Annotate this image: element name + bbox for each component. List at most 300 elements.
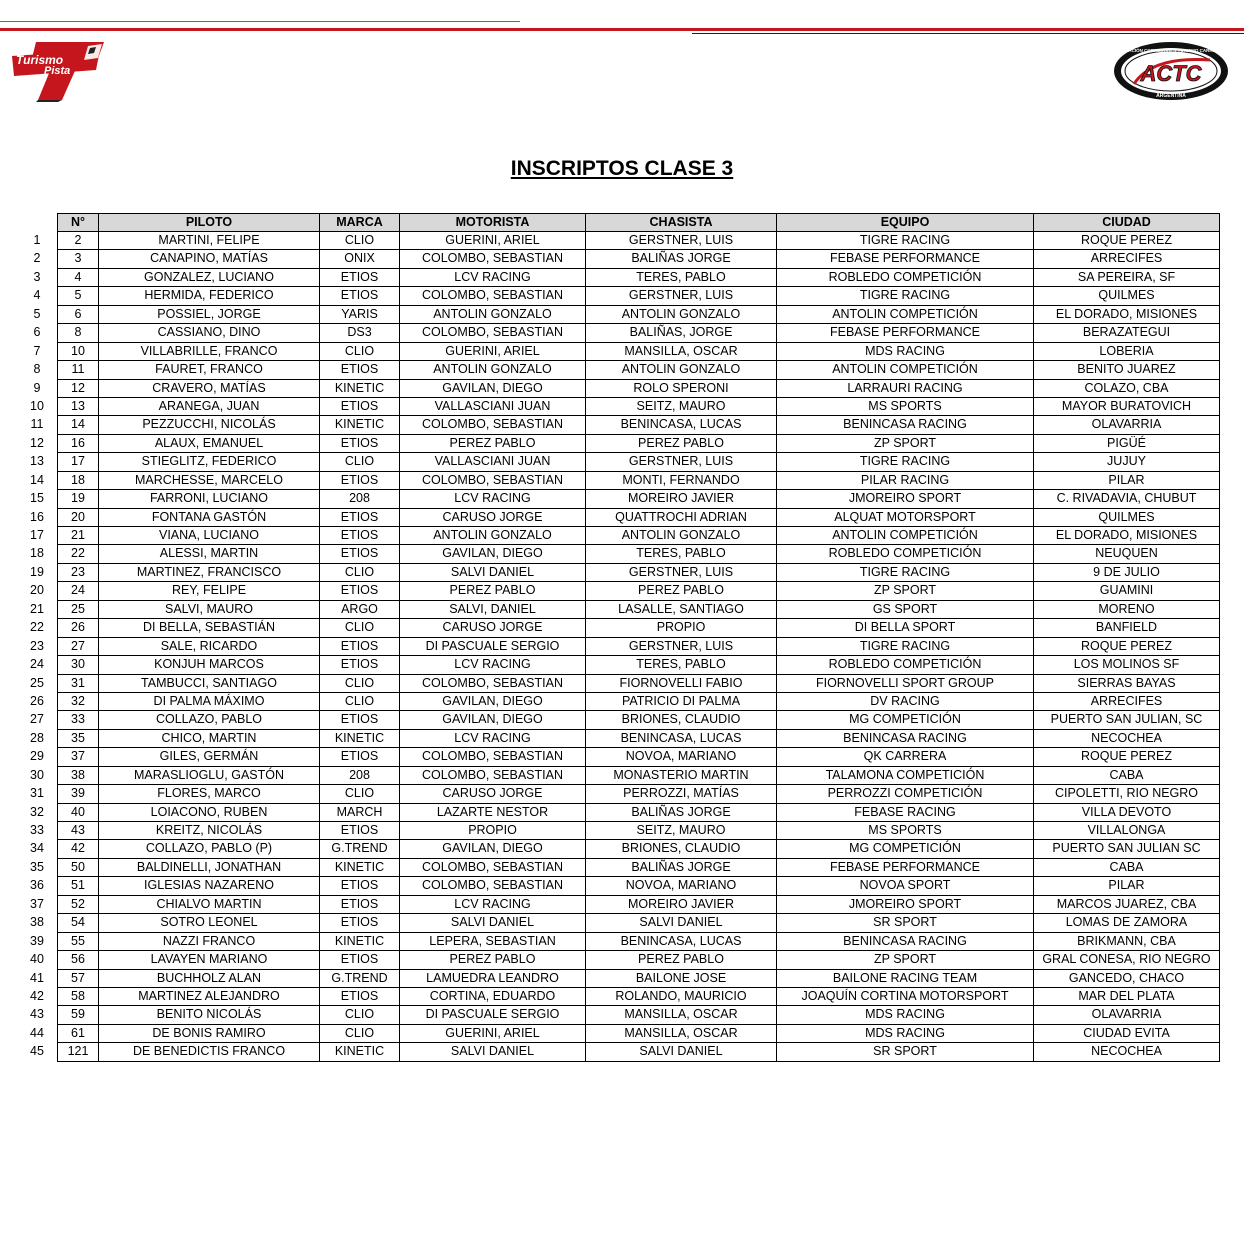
cell-marca: ETIOS: [320, 361, 400, 379]
row-index: 36: [30, 878, 44, 893]
cell-piloto: MARASLIOGLU, GASTÓN: [99, 766, 320, 784]
table-row: [58, 674, 1220, 692]
cell-equipo: DI BELLA SPORT: [777, 619, 1034, 637]
cell-marca: CLIO: [320, 342, 400, 360]
col-header-motorista: MOTORISTA: [400, 214, 586, 232]
cell-chasista: BALIÑAS, JORGE: [586, 324, 777, 342]
cell-motorista: CARUSO JORGE: [400, 508, 586, 526]
table-row: [58, 250, 1220, 268]
cell-marca: KINETIC: [320, 379, 400, 397]
table-row: [58, 637, 1220, 655]
cell-marca: CLIO: [320, 232, 400, 250]
cell-chasista: MONTI, FERNANDO: [586, 471, 777, 489]
row-index: 5: [33, 306, 41, 321]
cell-numero: 2: [58, 232, 99, 250]
cell-piloto: CHIALVO MARTIN: [99, 895, 320, 913]
cell-motorista: ANTOLIN GONZALO: [400, 527, 586, 545]
cell-motorista: LCV RACING: [400, 268, 586, 286]
cell-piloto: SALVI, MAURO: [99, 600, 320, 618]
table-row: [58, 397, 1220, 415]
cell-motorista: LCV RACING: [400, 729, 586, 747]
cell-numero: 55: [58, 932, 99, 950]
cell-piloto: FLORES, MARCO: [99, 785, 320, 803]
cell-motorista: COLOMBO, SEBASTIAN: [400, 416, 586, 434]
cell-numero: 5: [58, 287, 99, 305]
cell-ciudad: EL DORADO, MISIONES: [1034, 305, 1220, 323]
cell-equipo: PILAR RACING: [777, 471, 1034, 489]
cell-numero: 51: [58, 877, 99, 895]
cell-ciudad: BRIKMANN, CBA: [1034, 932, 1220, 950]
cell-chasista: TERES, PABLO: [586, 545, 777, 563]
table-row: [58, 268, 1220, 286]
cell-numero: 35: [58, 729, 99, 747]
row-index: 26: [30, 693, 44, 708]
table-row: [58, 582, 1220, 600]
table-row: [58, 490, 1220, 508]
cell-chasista: BRIONES, CLAUDIO: [586, 840, 777, 858]
cell-chasista: GERSTNER, LUIS: [586, 232, 777, 250]
cell-numero: 32: [58, 692, 99, 710]
cell-marca: MARCH: [320, 803, 400, 821]
row-index: 38: [30, 915, 44, 930]
cell-marca: ETIOS: [320, 397, 400, 415]
cell-marca: ETIOS: [320, 637, 400, 655]
cell-numero: 26: [58, 619, 99, 637]
cell-chasista: MANSILLA, OSCAR: [586, 1024, 777, 1042]
cell-motorista: LCV RACING: [400, 490, 586, 508]
cell-marca: ETIOS: [320, 877, 400, 895]
row-index: 15: [30, 491, 44, 506]
cell-numero: 56: [58, 951, 99, 969]
cell-ciudad: CABA: [1034, 858, 1220, 876]
cell-piloto: MARCHESSE, MARCELO: [99, 471, 320, 489]
cell-motorista: LAMUEDRA LEANDRO: [400, 969, 586, 987]
cell-chasista: GERSTNER, LUIS: [586, 563, 777, 581]
cell-motorista: DI PASCUALE SERGIO: [400, 1006, 586, 1024]
cell-numero: 14: [58, 416, 99, 434]
cell-numero: 57: [58, 969, 99, 987]
cell-chasista: BENINCASA, LUCAS: [586, 932, 777, 950]
cell-ciudad: QUILMES: [1034, 508, 1220, 526]
cell-equipo: PERROZZI COMPETICIÓN: [777, 785, 1034, 803]
cell-equipo: FEBASE PERFORMANCE: [777, 858, 1034, 876]
table-row: [58, 361, 1220, 379]
cell-motorista: COLOMBO, SEBASTIAN: [400, 471, 586, 489]
cell-marca: G.TREND: [320, 840, 400, 858]
cell-numero: 12: [58, 379, 99, 397]
row-index: 34: [30, 841, 44, 856]
cell-ciudad: MAYOR BURATOVICH: [1034, 397, 1220, 415]
cell-chasista: FIORNOVELLI FABIO: [586, 674, 777, 692]
row-index: 3: [33, 269, 41, 284]
cell-numero: 40: [58, 803, 99, 821]
cell-numero: 54: [58, 914, 99, 932]
cell-ciudad: 9 DE JULIO: [1034, 563, 1220, 581]
table-row: [58, 527, 1220, 545]
table-row: [58, 951, 1220, 969]
cell-equipo: LARRAURI RACING: [777, 379, 1034, 397]
cell-chasista: BALIÑAS JORGE: [586, 250, 777, 268]
cell-marca: ETIOS: [320, 471, 400, 489]
logo-tp-word-2: Pista: [44, 65, 71, 77]
cell-numero: 33: [58, 711, 99, 729]
cell-equipo: BENINCASA RACING: [777, 729, 1034, 747]
header-rule-dark: [692, 33, 1244, 34]
cell-ciudad: VILLA DEVOTO: [1034, 803, 1220, 821]
cell-motorista: SALVI DANIEL: [400, 914, 586, 932]
cell-chasista: ANTOLIN GONZALO: [586, 305, 777, 323]
cell-equipo: BENINCASA RACING: [777, 932, 1034, 950]
logo-tp-word-1: Turismo: [16, 53, 64, 67]
cell-piloto: POSSIEL, JORGE: [99, 305, 320, 323]
cell-equipo: ROBLEDO COMPETICIÓN: [777, 545, 1034, 563]
cell-motorista: GAVILAN, DIEGO: [400, 379, 586, 397]
cell-motorista: CARUSO JORGE: [400, 619, 586, 637]
cell-ciudad: NECOCHEA: [1034, 1043, 1220, 1061]
cell-ciudad: MAR DEL PLATA: [1034, 987, 1220, 1005]
actc-ring-text: ASOCIACIÓN CORREDORES TURISMO CARRETERA: [1114, 48, 1228, 53]
table-row: [58, 563, 1220, 581]
page-title: INSCRIPTOS CLASE 3: [510, 157, 734, 180]
cell-marca: ETIOS: [320, 287, 400, 305]
cell-equipo: ZP SPORT: [777, 951, 1034, 969]
cell-chasista: ROLO SPERONI: [586, 379, 777, 397]
table-row: [58, 877, 1220, 895]
cell-chasista: LASALLE, SANTIAGO: [586, 600, 777, 618]
cell-motorista: GUERINI, ARIEL: [400, 342, 586, 360]
table-row: [58, 711, 1220, 729]
cell-equipo: TIGRE RACING: [777, 637, 1034, 655]
cell-motorista: SALVI, DANIEL: [400, 600, 586, 618]
cell-piloto: KREITZ, NICOLÁS: [99, 822, 320, 840]
cell-ciudad: SA PEREIRA, SF: [1034, 268, 1220, 286]
cell-numero: 38: [58, 766, 99, 784]
cell-motorista: COLOMBO, SEBASTIAN: [400, 324, 586, 342]
row-index: 22: [30, 620, 44, 635]
table-row: [58, 471, 1220, 489]
row-index: 35: [30, 859, 44, 874]
row-index: 10: [30, 398, 44, 413]
cell-chasista: GERSTNER, LUIS: [586, 287, 777, 305]
cell-numero: 25: [58, 600, 99, 618]
cell-motorista: COLOMBO, SEBASTIAN: [400, 858, 586, 876]
cell-motorista: PEREZ PABLO: [400, 434, 586, 452]
table-row: [58, 932, 1220, 950]
cell-chasista: PERROZZI, MATÍAS: [586, 785, 777, 803]
col-header-chasista: CHASISTA: [586, 214, 777, 232]
cell-piloto: KONJUH MARCOS: [99, 656, 320, 674]
row-index-column: [22, 231, 52, 1061]
cell-ciudad: BERAZATEGUI: [1034, 324, 1220, 342]
cell-equipo: MDS RACING: [777, 1024, 1034, 1042]
cell-motorista: ANTOLIN GONZALO: [400, 361, 586, 379]
cell-piloto: CANAPINO, MATÍAS: [99, 250, 320, 268]
cell-numero: 59: [58, 1006, 99, 1024]
table-row: [58, 729, 1220, 747]
table-row: [58, 619, 1220, 637]
cell-chasista: PATRICIO DI PALMA: [586, 692, 777, 710]
cell-motorista: GAVILAN, DIEGO: [400, 692, 586, 710]
table-row: [58, 600, 1220, 618]
cell-marca: ETIOS: [320, 527, 400, 545]
cell-equipo: ANTOLIN COMPETICIÓN: [777, 305, 1034, 323]
cell-chasista: MONASTERIO MARTIN: [586, 766, 777, 784]
table-row: [58, 305, 1220, 323]
cell-equipo: ROBLEDO COMPETICIÓN: [777, 656, 1034, 674]
header-rule-thin: [0, 21, 520, 22]
cell-marca: 208: [320, 766, 400, 784]
row-index: 18: [30, 546, 44, 561]
row-index: 9: [33, 380, 41, 395]
cell-equipo: MS SPORTS: [777, 397, 1034, 415]
cell-marca: CLIO: [320, 1024, 400, 1042]
cell-ciudad: CIPOLETTI, RIO NEGRO: [1034, 785, 1220, 803]
col-header-piloto: PILOTO: [99, 214, 320, 232]
table-row: [58, 822, 1220, 840]
cell-equipo: FEBASE PERFORMANCE: [777, 250, 1034, 268]
row-index: 17: [30, 528, 44, 542]
cell-marca: ETIOS: [320, 711, 400, 729]
row-index: 19: [30, 564, 44, 579]
actc-country-text: ARGENTINA: [1156, 93, 1186, 99]
cell-numero: 58: [58, 987, 99, 1005]
cell-equipo: ZP SPORT: [777, 582, 1034, 600]
cell-chasista: MOREIRO JAVIER: [586, 490, 777, 508]
cell-piloto: ALESSI, MARTIN: [99, 545, 320, 563]
cell-piloto: SOTRO LEONEL: [99, 914, 320, 932]
cell-motorista: ANTOLIN GONZALO: [400, 305, 586, 323]
cell-numero: 3: [58, 250, 99, 268]
cell-equipo: TIGRE RACING: [777, 453, 1034, 471]
cell-numero: 30: [58, 656, 99, 674]
cell-motorista: COLOMBO, SEBASTIAN: [400, 766, 586, 784]
cell-ciudad: BENITO JUAREZ: [1034, 361, 1220, 379]
col-header-ciudad: CIUDAD: [1034, 214, 1220, 232]
cell-equipo: MDS RACING: [777, 342, 1034, 360]
cell-piloto: GONZALEZ, LUCIANO: [99, 268, 320, 286]
cell-marca: ETIOS: [320, 656, 400, 674]
cell-numero: 8: [58, 324, 99, 342]
cell-marca: ETIOS: [320, 822, 400, 840]
cell-piloto: LOIACONO, RUBEN: [99, 803, 320, 821]
cell-chasista: BALIÑAS JORGE: [586, 803, 777, 821]
row-index: 29: [30, 749, 44, 764]
cell-piloto: DE BONIS RAMIRO: [99, 1024, 320, 1042]
cell-equipo: ZP SPORT: [777, 434, 1034, 452]
cell-motorista: COLOMBO, SEBASTIAN: [400, 674, 586, 692]
cell-equipo: BAILONE RACING TEAM: [777, 969, 1034, 987]
cell-piloto: NAZZI FRANCO: [99, 932, 320, 950]
cell-marca: ETIOS: [320, 582, 400, 600]
cell-equipo: GS SPORT: [777, 600, 1034, 618]
cell-equipo: SR SPORT: [777, 1043, 1034, 1061]
cell-chasista: BENINCASA, LUCAS: [586, 729, 777, 747]
cell-equipo: FEBASE RACING: [777, 803, 1034, 821]
cell-piloto: DI PALMA MÁXIMO: [99, 692, 320, 710]
row-index: 25: [30, 675, 44, 690]
cell-ciudad: PUERTO SAN JULIAN SC: [1034, 840, 1220, 858]
cell-ciudad: PILAR: [1034, 471, 1220, 489]
table-row: [58, 656, 1220, 674]
cell-numero: 20: [58, 508, 99, 526]
row-index: 2: [33, 251, 41, 266]
cell-ciudad: PIGÜÉ: [1034, 434, 1220, 452]
row-index: 28: [30, 730, 44, 745]
cell-piloto: COLLAZO, PABLO: [99, 711, 320, 729]
cell-piloto: MARTINEZ ALEJANDRO: [99, 987, 320, 1005]
cell-equipo: MG COMPETICIÓN: [777, 711, 1034, 729]
table-row: [58, 914, 1220, 932]
table-row: [58, 342, 1220, 360]
cell-piloto: BUCHHOLZ ALAN: [99, 969, 320, 987]
cell-chasista: MOREIRO JAVIER: [586, 895, 777, 913]
cell-ciudad: ARRECIFES: [1034, 692, 1220, 710]
cell-piloto: COLLAZO, PABLO (P): [99, 840, 320, 858]
cell-equipo: ALQUAT MOTORSPORT: [777, 508, 1034, 526]
cell-motorista: CORTINA, EDUARDO: [400, 987, 586, 1005]
cell-ciudad: NECOCHEA: [1034, 729, 1220, 747]
entries-table: [57, 213, 1220, 1062]
table-row: [58, 840, 1220, 858]
cell-motorista: SALVI DANIEL: [400, 563, 586, 581]
cell-equipo: MG COMPETICIÓN: [777, 840, 1034, 858]
table-row: [58, 545, 1220, 563]
cell-marca: KINETIC: [320, 729, 400, 747]
cell-piloto: VIANA, LUCIANO: [99, 527, 320, 545]
row-index: 33: [30, 823, 44, 837]
cell-equipo: FEBASE PERFORMANCE: [777, 324, 1034, 342]
cell-piloto: SALE, RICARDO: [99, 637, 320, 655]
cell-marca: KINETIC: [320, 416, 400, 434]
cell-motorista: GAVILAN, DIEGO: [400, 840, 586, 858]
cell-ciudad: EL DORADO, MISIONES: [1034, 527, 1220, 545]
table-row: [58, 1043, 1220, 1061]
cell-numero: 31: [58, 674, 99, 692]
cell-motorista: PEREZ PABLO: [400, 582, 586, 600]
cell-marca: ETIOS: [320, 748, 400, 766]
cell-motorista: VALLASCIANI JUAN: [400, 397, 586, 415]
cell-piloto: FAURET, FRANCO: [99, 361, 320, 379]
row-index: 42: [30, 988, 44, 1003]
row-index: 43: [30, 1007, 44, 1022]
cell-marca: KINETIC: [320, 1043, 400, 1061]
cell-marca: 208: [320, 490, 400, 508]
cell-ciudad: BANFIELD: [1034, 619, 1220, 637]
cell-ciudad: ROQUE PEREZ: [1034, 232, 1220, 250]
cell-chasista: GERSTNER, LUIS: [586, 637, 777, 655]
table-row: [58, 416, 1220, 434]
cell-equipo: DV RACING: [777, 692, 1034, 710]
col-header-equipo: EQUIPO: [777, 214, 1034, 232]
cell-equipo: TIGRE RACING: [777, 563, 1034, 581]
cell-numero: 24: [58, 582, 99, 600]
cell-motorista: VALLASCIANI JUAN: [400, 453, 586, 471]
cell-ciudad: ARRECIFES: [1034, 250, 1220, 268]
cell-motorista: COLOMBO, SEBASTIAN: [400, 287, 586, 305]
cell-marca: ETIOS: [320, 987, 400, 1005]
cell-motorista: PEREZ PABLO: [400, 951, 586, 969]
cell-numero: 42: [58, 840, 99, 858]
cell-ciudad: OLAVARRIA: [1034, 1006, 1220, 1024]
cell-numero: 18: [58, 471, 99, 489]
turismo-pista-logo: [8, 40, 106, 102]
cell-motorista: LEPERA, SEBASTIAN: [400, 932, 586, 950]
row-index: 24: [30, 657, 44, 672]
cell-piloto: REY, FELIPE: [99, 582, 320, 600]
row-index: 12: [30, 435, 44, 450]
table-row: [58, 692, 1220, 710]
cell-motorista: COLOMBO, SEBASTIAN: [400, 877, 586, 895]
cell-chasista: SALVI DANIEL: [586, 914, 777, 932]
cell-piloto: LAVAYEN MARIANO: [99, 951, 320, 969]
cell-ciudad: PUERTO SAN JULIAN, SC: [1034, 711, 1220, 729]
row-index: 31: [30, 786, 44, 801]
cell-ciudad: SIERRAS BAYAS: [1034, 674, 1220, 692]
cell-marca: ETIOS: [320, 268, 400, 286]
table-row: [58, 324, 1220, 342]
table-row: [58, 232, 1220, 250]
row-index: 1: [33, 233, 41, 247]
cell-equipo: JMOREIRO SPORT: [777, 490, 1034, 508]
cell-equipo: FIORNOVELLI SPORT GROUP: [777, 674, 1034, 692]
cell-chasista: TERES, PABLO: [586, 268, 777, 286]
cell-equipo: MDS RACING: [777, 1006, 1034, 1024]
cell-piloto: MARTINI, FELIPE: [99, 232, 320, 250]
cell-ciudad: COLAZO, CBA: [1034, 379, 1220, 397]
cell-chasista: PEREZ PABLO: [586, 951, 777, 969]
row-index: 14: [30, 472, 44, 487]
cell-equipo: JOAQUÍN CORTINA MOTORSPORT: [777, 987, 1034, 1005]
cell-motorista: GAVILAN, DIEGO: [400, 711, 586, 729]
row-index: 44: [30, 1025, 44, 1040]
cell-motorista: GAVILAN, DIEGO: [400, 545, 586, 563]
cell-marca: CLIO: [320, 453, 400, 471]
row-index: 37: [30, 896, 44, 911]
actc-wordmark: ACTC: [1140, 61, 1202, 86]
cell-chasista: MANSILLA, OSCAR: [586, 1006, 777, 1024]
table-row: [58, 508, 1220, 526]
cell-chasista: BALIÑAS JORGE: [586, 858, 777, 876]
cell-numero: 10: [58, 342, 99, 360]
cell-ciudad: LOMAS DE ZAMORA: [1034, 914, 1220, 932]
table-row: [58, 287, 1220, 305]
row-index: 16: [30, 509, 44, 524]
cell-motorista: COLOMBO, SEBASTIAN: [400, 250, 586, 268]
cell-equipo: ROBLEDO COMPETICIÓN: [777, 268, 1034, 286]
cell-numero: 16: [58, 434, 99, 452]
cell-marca: ETIOS: [320, 895, 400, 913]
cell-chasista: SEITZ, MAURO: [586, 397, 777, 415]
cell-ciudad: C. RIVADAVIA, CHUBUT: [1034, 490, 1220, 508]
cell-motorista: GUERINI, ARIEL: [400, 232, 586, 250]
cell-chasista: MANSILLA, OSCAR: [586, 342, 777, 360]
cell-chasista: ROLANDO, MAURICIO: [586, 987, 777, 1005]
cell-equipo: BENINCASA RACING: [777, 416, 1034, 434]
cell-motorista: DI PASCUALE SERGIO: [400, 637, 586, 655]
table-row: [58, 453, 1220, 471]
table-row: [58, 379, 1220, 397]
cell-piloto: FONTANA GASTÓN: [99, 508, 320, 526]
cell-piloto: PEZZUCCHI, NICOLÁS: [99, 416, 320, 434]
cell-numero: 37: [58, 748, 99, 766]
table-row: [58, 969, 1220, 987]
cell-ciudad: PILAR: [1034, 877, 1220, 895]
cell-piloto: BALDINELLI, JONATHAN: [99, 858, 320, 876]
cell-numero: 23: [58, 563, 99, 581]
row-index: 6: [33, 325, 41, 340]
table-row: [58, 766, 1220, 784]
cell-marca: ETIOS: [320, 434, 400, 452]
